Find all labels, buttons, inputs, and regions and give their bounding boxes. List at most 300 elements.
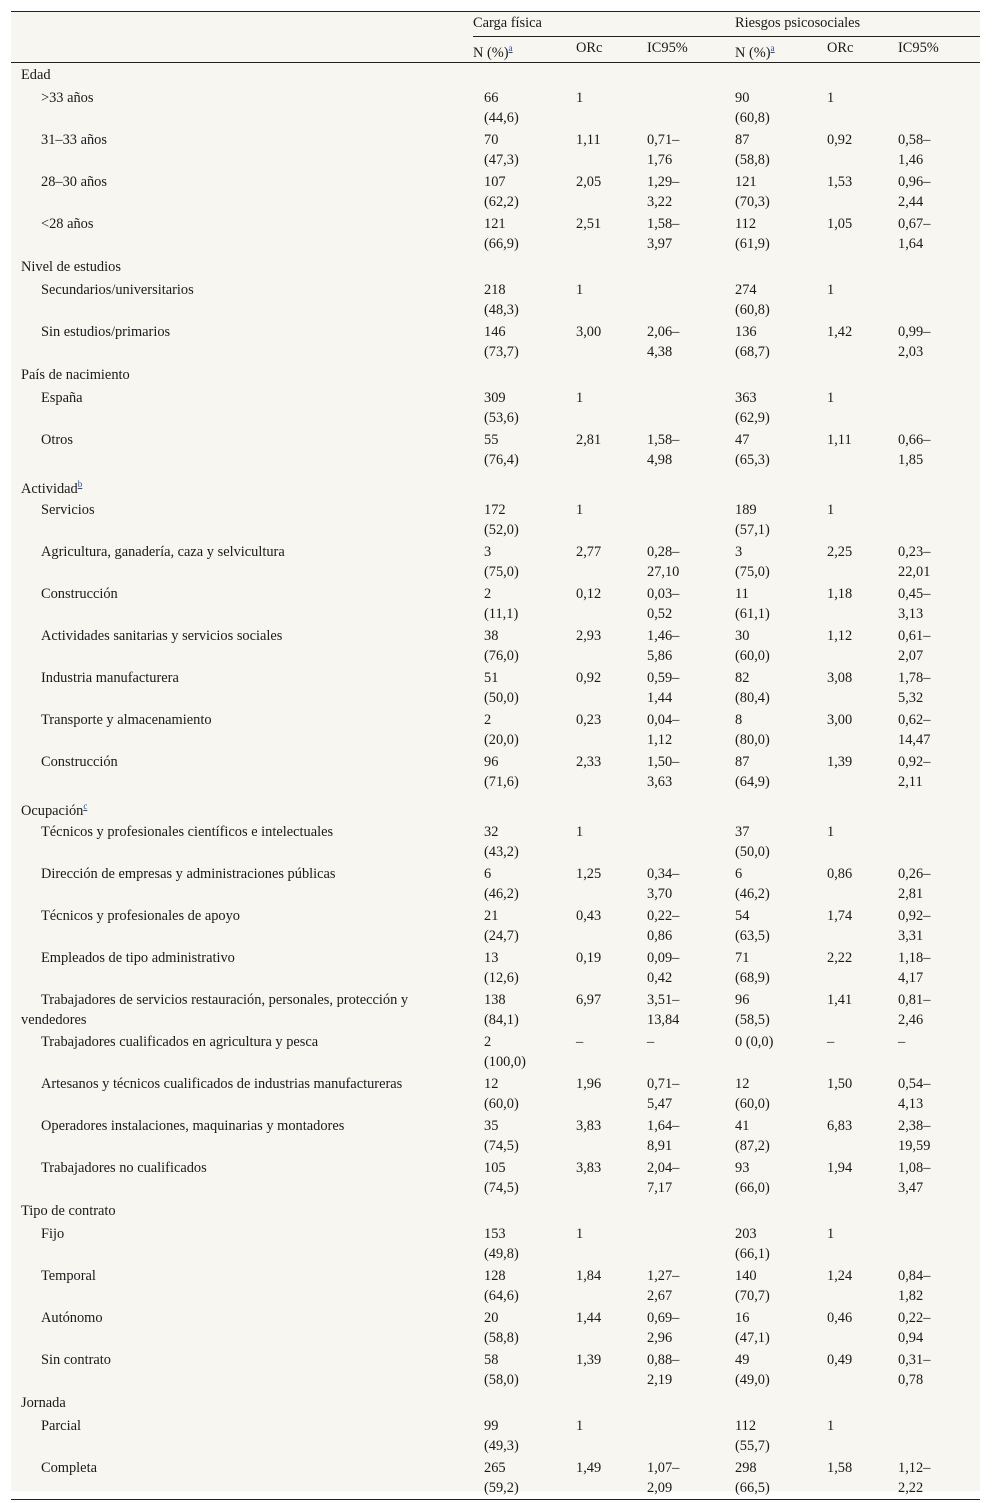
- cell-ic-carga-line2: 1,76: [647, 152, 673, 168]
- cell-n-carga-line1: 2: [484, 585, 492, 602]
- cell-ic-carga-line2: 3,63: [647, 773, 673, 790]
- cell-orc-riesgos-line1: 0,86: [827, 865, 853, 882]
- cell-n-carga-line2: (47,3): [484, 152, 519, 168]
- cell-orc-carga-line1: 2,51: [576, 216, 602, 232]
- cell-n-carga-line2: (62,2): [484, 194, 519, 210]
- cell-orc-riesgos-line1: 1,24: [827, 1267, 853, 1284]
- cell-ic-riesgos: [887, 499, 980, 541]
- cell-n-carga-line1: 20: [484, 1309, 499, 1326]
- cell-orc-riesgos: [816, 625, 887, 667]
- cell-orc-riesgos: [816, 1349, 887, 1391]
- row-label: Sin estudios/primarios: [41, 324, 171, 340]
- cell-n-carga-line2: (24,7): [484, 927, 519, 944]
- cell-n-riesgos-line1: 96: [735, 991, 750, 1008]
- cell-ic-carga-line2: 2,67: [647, 1287, 673, 1304]
- table-row: [11, 667, 980, 709]
- row-label: Dirección de empresas y administraciones públicas: [41, 865, 336, 882]
- section-row: [11, 793, 980, 821]
- cell-ic-riesgos: [887, 625, 980, 667]
- cell-ic-riesgos-line1: 0,61–: [898, 627, 931, 644]
- cell-n-carga-line1: 146: [484, 324, 506, 340]
- cell-n-riesgos-line1: 54: [735, 907, 750, 924]
- table-row: [11, 429, 980, 471]
- cell-n-carga: [473, 1157, 565, 1199]
- cell-ic-carga: [636, 1073, 724, 1115]
- cell-ic-riesgos-line1: 0,22–: [898, 1309, 931, 1326]
- cell-ic-riesgos: [887, 1349, 980, 1391]
- cell-orc-riesgos: [816, 709, 887, 751]
- cell-orc-carga-line1: 1: [576, 501, 584, 518]
- table-container: [11, 11, 980, 1496]
- cell-orc-riesgos: [816, 1031, 887, 1073]
- cell-orc-carga: [565, 499, 636, 541]
- cell-orc-carga: [565, 1223, 636, 1265]
- cell-orc-riesgos: [816, 541, 887, 583]
- cell-orc-carga: [565, 1031, 636, 1073]
- cell-n-carga: [473, 213, 565, 255]
- section-title-text: Actividad: [21, 480, 78, 497]
- cell-n-riesgos: [724, 1415, 816, 1457]
- cell-n-riesgos: [724, 1157, 816, 1199]
- cell-n-carga-line2: (20,0): [484, 731, 519, 748]
- cell-n-riesgos: [724, 1031, 816, 1073]
- cell-ic-riesgos-line2: 2,44: [898, 194, 924, 210]
- cell-n-riesgos: [724, 583, 816, 625]
- footnote-link[interactable]: a: [770, 43, 775, 53]
- cell-n-carga-line1: 2: [484, 1033, 492, 1050]
- cell-orc-riesgos-line1: 1: [827, 1225, 835, 1242]
- cell-n-riesgos-line1: 11: [735, 585, 749, 602]
- cell-n-riesgos-line1: 274: [735, 282, 757, 298]
- cell-n-carga-line1: 172: [484, 501, 506, 518]
- cell-orc-carga: [565, 625, 636, 667]
- row-label: Operadores instalaciones, maquinarias y montadores: [41, 1117, 345, 1134]
- cell-orc-riesgos: [816, 667, 887, 709]
- table-row: [11, 1073, 980, 1115]
- cell-n-carga-line1: 55: [484, 432, 499, 448]
- table-row: [11, 129, 980, 171]
- section-title-text: Nivel de estudios: [21, 259, 121, 275]
- cell-n-riesgos: [724, 129, 816, 171]
- header-ic: IC95%: [887, 38, 980, 63]
- cell-orc-carga: [565, 667, 636, 709]
- table-row: [11, 279, 980, 321]
- cell-ic-carga-line1: 0,09–: [647, 949, 680, 966]
- cell-n-riesgos-line2: (80,4): [735, 689, 770, 706]
- cell-orc-carga-line1: 0,23: [576, 711, 602, 728]
- cell-n-riesgos: [724, 751, 816, 793]
- cell-ic-riesgos-line2: 2,03: [898, 344, 924, 360]
- cell-n-riesgos: [724, 1073, 816, 1115]
- cell-n-carga-line1: 2: [484, 711, 492, 728]
- cell-ic-riesgos: [887, 1457, 980, 1500]
- cell-ic-riesgos-line1: 0,54–: [898, 1075, 931, 1092]
- cell-ic-carga-line1: 0,88–: [647, 1351, 680, 1368]
- table-row: [11, 625, 980, 667]
- cell-n-riesgos-line2: (60,8): [735, 110, 770, 126]
- cell-ic-carga: [636, 87, 724, 129]
- cell-n-carga-line1: 12: [484, 1075, 499, 1092]
- cell-n-carga-line1: 153: [484, 1225, 506, 1242]
- cell-n-carga: [473, 583, 565, 625]
- cell-n-carga-line1: 309: [484, 390, 506, 406]
- cell-orc-carga: [565, 905, 636, 947]
- cell-ic-riesgos-line2: 2,22: [898, 1479, 924, 1496]
- row-label: Trabajadores no cualificados: [41, 1159, 207, 1176]
- cell-orc-carga: [565, 989, 636, 1031]
- section-title-text: País de nacimiento: [21, 367, 130, 383]
- cell-ic-riesgos: [887, 1031, 980, 1073]
- cell-orc-carga-line1: –: [576, 1033, 584, 1050]
- cell-orc-carga: [565, 821, 636, 863]
- section-title-text: Tipo de contrato: [21, 1202, 116, 1219]
- cell-ic-riesgos-line1: 1,78–: [898, 669, 931, 686]
- cell-orc-carga-line1: 1: [576, 390, 584, 406]
- cell-ic-riesgos-line1: 1,12–: [898, 1459, 931, 1476]
- row-label: Otros: [41, 432, 73, 448]
- cell-n-carga-line1: 99: [484, 1417, 499, 1434]
- cell-ic-riesgos-line1: 2,38–: [898, 1117, 931, 1134]
- cell-ic-riesgos-line1: 0,99–: [898, 324, 931, 340]
- cell-ic-riesgos: [887, 821, 980, 863]
- footnote-link[interactable]: c: [83, 800, 88, 811]
- footnote-link[interactable]: b: [77, 479, 83, 489]
- row-label: Completa: [11, 1457, 473, 1500]
- cell-ic-carga-line1: 2,04–: [647, 1159, 680, 1176]
- cell-ic-carga: [636, 1157, 724, 1199]
- cell-ic-riesgos-line1: 1,18–: [898, 949, 931, 966]
- cell-ic-carga-line2: 3,70: [647, 885, 673, 902]
- cell-orc-riesgos-line1: 0,92: [827, 132, 853, 148]
- cell-ic-riesgos: [887, 989, 980, 1031]
- row-label: Artesanos y técnicos cualificados de industrias manufactureras: [41, 1075, 403, 1092]
- cell-orc-riesgos: [816, 87, 887, 129]
- cell-ic-riesgos-line1: 0,45–: [898, 585, 931, 602]
- cell-ic-carga: [636, 625, 724, 667]
- cell-n-carga-line2: (64,6): [484, 1287, 519, 1304]
- cell-n-carga: [473, 87, 565, 129]
- cell-ic-carga-line1: 1,64–: [647, 1117, 680, 1134]
- cell-orc-riesgos: [816, 905, 887, 947]
- cell-ic-riesgos: [887, 1157, 980, 1199]
- cell-n-carga-line2: (74,5): [484, 1137, 519, 1154]
- cell-orc-carga-line1: 1: [576, 282, 584, 298]
- section-title: [11, 363, 980, 387]
- cell-ic-riesgos-line2: 3,31: [898, 927, 924, 944]
- section-title-text: Jornada: [21, 1394, 66, 1411]
- cell-ic-riesgos-line2: 14,47: [898, 731, 931, 748]
- cell-ic-riesgos: [887, 905, 980, 947]
- section-row: [11, 471, 980, 499]
- row-label: Empleados de tipo administrativo: [41, 949, 235, 966]
- cell-orc-riesgos-line1: 6,83: [827, 1117, 853, 1134]
- cell-ic-riesgos: [887, 321, 980, 363]
- cell-ic-riesgos: [887, 863, 980, 905]
- cell-orc-riesgos-line1: 0,49: [827, 1351, 853, 1368]
- cell-orc-carga: [565, 947, 636, 989]
- cell-ic-carga-line1: 1,27–: [647, 1267, 680, 1284]
- cell-n-carga-line1: 21: [484, 907, 499, 924]
- cell-n-riesgos-line1: 87: [735, 132, 750, 148]
- cell-ic-riesgos-line1: 0,81–: [898, 991, 931, 1008]
- cell-orc-carga-line1: 1: [576, 1225, 584, 1242]
- cell-orc-carga: [565, 1415, 636, 1457]
- row-label: Trabajadores de servicios restauración, personales, protección y vendedores: [21, 991, 409, 1028]
- cell-orc-carga-line1: 2,05: [576, 174, 602, 190]
- cell-orc-riesgos-line1: 0,46: [827, 1309, 853, 1326]
- cell-ic-carga-line1: 0,69–: [647, 1309, 680, 1326]
- table-row: [11, 709, 980, 751]
- cell-ic-carga-line1: 1,50–: [647, 753, 680, 770]
- cell-n-riesgos-line1: 47: [735, 432, 750, 448]
- cell-n-riesgos: [724, 1457, 816, 1500]
- cell-n-carga-line1: 66: [484, 90, 499, 106]
- cell-orc-riesgos-line1: 1,18: [827, 585, 853, 602]
- cell-n-carga-line2: (73,7): [484, 344, 519, 360]
- cell-n-carga-line2: (48,3): [484, 302, 519, 318]
- cell-orc-riesgos-line1: 1: [827, 390, 835, 406]
- cell-n-carga-line1: 58: [484, 1351, 499, 1368]
- cell-n-carga: [473, 1115, 565, 1157]
- section-row: [11, 255, 980, 279]
- cell-ic-carga-line2: 13,84: [647, 1011, 680, 1028]
- cell-ic-carga: [636, 667, 724, 709]
- cell-ic-carga-line2: 3,97: [647, 236, 673, 252]
- row-label: España: [41, 390, 83, 406]
- cell-ic-riesgos-line1: 0,31–: [898, 1351, 931, 1368]
- cell-ic-riesgos: [887, 87, 980, 129]
- cell-n-riesgos-line1: 41: [735, 1117, 750, 1134]
- cell-orc-riesgos: [816, 863, 887, 905]
- cell-n-riesgos-line1: 121: [735, 174, 757, 190]
- cell-ic-riesgos-line2: 1,85: [898, 452, 924, 468]
- cell-orc-riesgos-line1: 1,11: [827, 432, 852, 448]
- table-row: [11, 989, 980, 1031]
- table-row: [11, 905, 980, 947]
- cell-orc-riesgos: [816, 583, 887, 625]
- cell-ic-carga: [636, 1349, 724, 1391]
- cell-ic-carga: [636, 129, 724, 171]
- cell-ic-riesgos: [887, 129, 980, 171]
- cell-orc-riesgos-line1: 1,42: [827, 324, 853, 340]
- cell-n-carga-line2: (60,0): [484, 1095, 519, 1112]
- cell-ic-carga-line2: 1,12: [647, 731, 673, 748]
- cell-n-riesgos: [724, 321, 816, 363]
- header-group-label: Carga física: [473, 15, 724, 37]
- cell-orc-carga-line1: 1,25: [576, 865, 602, 882]
- cell-n-riesgos: [724, 1307, 816, 1349]
- cell-n-riesgos-line2: (57,1): [735, 521, 770, 538]
- cell-orc-carga: [565, 1265, 636, 1307]
- cell-n-carga: [473, 947, 565, 989]
- cell-ic-riesgos-line2: 4,17: [898, 969, 924, 986]
- table-row: [11, 321, 980, 363]
- cell-n-riesgos-line1: 189: [735, 501, 757, 518]
- cell-ic-carga-line1: 0,71–: [647, 132, 680, 148]
- cell-orc-riesgos: [816, 213, 887, 255]
- cell-ic-carga: [636, 321, 724, 363]
- cell-n-riesgos-line1: 87: [735, 753, 750, 770]
- row-label: Construcción: [41, 753, 118, 770]
- cell-ic-carga: [636, 213, 724, 255]
- cell-n-riesgos: [724, 989, 816, 1031]
- cell-n-carga-line1: 218: [484, 282, 506, 298]
- cell-n-riesgos-line2: (55,7): [735, 1437, 770, 1454]
- cell-orc-carga-line1: 2,77: [576, 543, 602, 560]
- cell-n-riesgos: [724, 947, 816, 989]
- cell-ic-riesgos: [887, 667, 980, 709]
- header-n-label: N (%): [473, 44, 509, 61]
- cell-n-carga-line2: (58,0): [484, 1371, 519, 1388]
- cell-ic-carga-line1: 1,07–: [647, 1459, 680, 1476]
- cell-n-carga: [473, 821, 565, 863]
- table-row: [11, 1349, 980, 1391]
- cell-n-riesgos: [724, 863, 816, 905]
- row-label: Actividades sanitarias y servicios sociales: [41, 627, 283, 644]
- cell-ic-carga: [636, 1115, 724, 1157]
- cell-ic-carga-line1: 0,28–: [647, 543, 680, 560]
- header-group-carga-fisica: [473, 12, 724, 39]
- cell-n-riesgos-line1: 12: [735, 1075, 750, 1092]
- cell-ic-riesgos-line1: 0,23–: [898, 543, 931, 560]
- cell-n-riesgos: [724, 387, 816, 429]
- cell-ic-carga-line2: 2,96: [647, 1329, 673, 1346]
- cell-orc-riesgos-line1: –: [827, 1033, 835, 1050]
- cell-orc-carga: [565, 321, 636, 363]
- cell-n-riesgos-line1: 363: [735, 390, 757, 406]
- cell-n-riesgos: [724, 1349, 816, 1391]
- cell-n-riesgos-line2: (58,8): [735, 152, 770, 168]
- cell-ic-carga-line1: 1,46–: [647, 627, 680, 644]
- cell-ic-riesgos-line2: 2,46: [898, 1011, 924, 1028]
- cell-ic-riesgos: [887, 1073, 980, 1115]
- footnote-link[interactable]: a: [508, 43, 513, 53]
- cell-n-carga-line1: 121: [484, 216, 506, 232]
- cell-orc-riesgos: [816, 1415, 887, 1457]
- cell-n-carga-line2: (11,1): [484, 605, 519, 622]
- table-row: [11, 1415, 980, 1457]
- header-n-label: N (%): [735, 44, 771, 61]
- row-label: Fijo: [41, 1225, 65, 1242]
- cell-ic-carga: [636, 1223, 724, 1265]
- cell-orc-carga-line1: 1: [576, 1417, 584, 1434]
- cell-n-carga-line2: (84,1): [484, 1011, 519, 1028]
- section-title: [11, 471, 980, 499]
- cell-orc-riesgos: [816, 1457, 887, 1500]
- cell-orc-riesgos: [816, 321, 887, 363]
- cell-n-riesgos-line2: (80,0): [735, 731, 770, 748]
- cell-ic-carga-line1: 0,71–: [647, 1075, 680, 1092]
- cell-n-riesgos-line2: (66,5): [735, 1479, 770, 1496]
- cell-ic-carga-line2: 4,98: [647, 452, 673, 468]
- cell-n-carga-line2: (100,0): [484, 1053, 526, 1070]
- cell-orc-carga-line1: 1: [576, 90, 584, 106]
- cell-orc-riesgos: [816, 1307, 887, 1349]
- row-label: 31–33 años: [41, 132, 107, 148]
- cell-ic-riesgos-line2: 4,13: [898, 1095, 924, 1112]
- cell-n-carga-line2: (43,2): [484, 843, 519, 860]
- cell-orc-carga: [565, 1349, 636, 1391]
- cell-n-riesgos-line2: (47,1): [735, 1329, 770, 1346]
- cell-n-carga: [473, 1031, 565, 1073]
- section-title-text: Ocupación: [21, 802, 84, 819]
- cell-n-carga-line1: 3: [484, 543, 492, 560]
- header-empty: [11, 38, 473, 63]
- cell-orc-carga-line1: 0,92: [576, 669, 602, 686]
- cell-n-carga-line2: (49,3): [484, 1437, 519, 1454]
- cell-orc-riesgos: [816, 129, 887, 171]
- cell-ic-carga-line2: 5,86: [647, 647, 673, 664]
- cell-n-riesgos-line2: (49,0): [735, 1371, 770, 1388]
- cell-n-carga-line2: (58,8): [484, 1329, 519, 1346]
- table-row: [11, 1031, 980, 1073]
- cell-orc-riesgos: [816, 499, 887, 541]
- cell-n-carga-line1: 32: [484, 823, 499, 840]
- cell-orc-riesgos-line1: 1,50: [827, 1075, 853, 1092]
- cell-orc-riesgos: [816, 279, 887, 321]
- cell-orc-carga: [565, 1307, 636, 1349]
- cell-ic-carga: [636, 1265, 724, 1307]
- cell-n-riesgos-line1: 6: [735, 865, 743, 882]
- cell-n-riesgos: [724, 1265, 816, 1307]
- cell-ic-carga: [636, 1415, 724, 1457]
- cell-ic-riesgos-line2: 0,94: [898, 1329, 924, 1346]
- cell-orc-carga-line1: 6,97: [576, 991, 602, 1008]
- cell-ic-carga: [636, 429, 724, 471]
- cell-ic-carga-line1: 0,04–: [647, 711, 680, 728]
- row-label: Servicios: [41, 501, 95, 518]
- cell-n-carga-line1: 13: [484, 949, 499, 966]
- cell-ic-riesgos: [887, 751, 980, 793]
- cell-ic-riesgos: [887, 583, 980, 625]
- cell-ic-carga: [636, 751, 724, 793]
- cell-orc-riesgos-line1: 1: [827, 90, 835, 106]
- cell-n-carga-line2: (50,0): [484, 689, 519, 706]
- cell-ic-riesgos: [887, 387, 980, 429]
- cell-orc-carga-line1: 0,12: [576, 585, 602, 602]
- cell-n-riesgos-line1: 30: [735, 627, 750, 644]
- cell-n-riesgos: [724, 171, 816, 213]
- cell-n-riesgos: [724, 87, 816, 129]
- cell-ic-carga-line2: 2,19: [647, 1371, 673, 1388]
- cell-n-carga-line2: (52,0): [484, 521, 519, 538]
- section-title: [11, 1199, 980, 1223]
- cell-n-carga-line1: 265: [484, 1459, 506, 1476]
- cell-n-carga-line2: (71,6): [484, 773, 519, 790]
- cell-n-carga: [473, 171, 565, 213]
- cell-ic-carga-line2: 3,22: [647, 194, 673, 210]
- cell-n-riesgos-line2: (68,9): [735, 969, 770, 986]
- cell-ic-carga: [636, 541, 724, 583]
- table-row: [11, 1265, 980, 1307]
- cell-n-carga-line1: 105: [484, 1159, 506, 1176]
- cell-n-riesgos-line1: 0 (0,0): [735, 1033, 774, 1050]
- cell-n-carga-line1: 35: [484, 1117, 499, 1134]
- cell-n-riesgos-line2: (46,2): [735, 885, 770, 902]
- cell-n-riesgos-line1: 298: [735, 1459, 757, 1476]
- row-label: Trabajadores cualificados en agricultura y pesca: [41, 1033, 319, 1050]
- cell-ic-carga: [636, 499, 724, 541]
- cell-n-carga: [473, 321, 565, 363]
- cell-ic-riesgos: [887, 213, 980, 255]
- cell-ic-riesgos-line1: 0,84–: [898, 1267, 931, 1284]
- cell-n-riesgos: [724, 821, 816, 863]
- cell-ic-carga-line1: 2,06–: [647, 324, 680, 340]
- cell-n-riesgos: [724, 213, 816, 255]
- header-group-riesgos: [724, 12, 980, 39]
- row-label: Secundarios/universitarios: [41, 282, 194, 298]
- cell-n-carga-line1: 70: [484, 132, 499, 148]
